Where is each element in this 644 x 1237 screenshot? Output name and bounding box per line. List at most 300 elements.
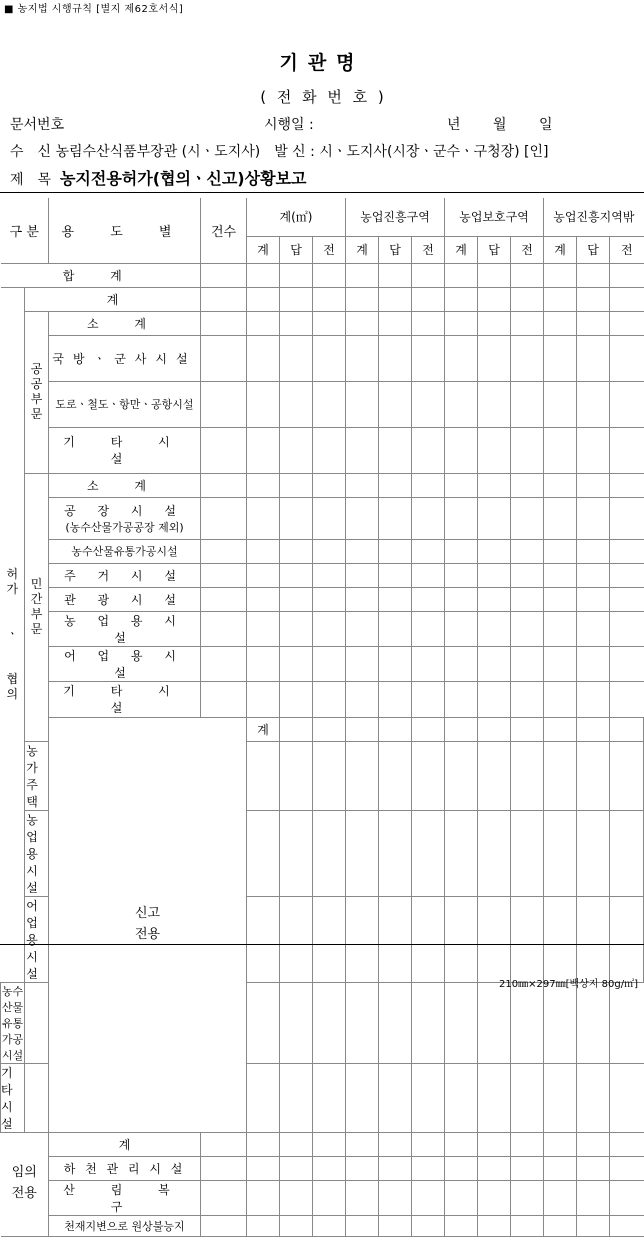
count-cell[interactable] xyxy=(201,381,247,427)
area-cell[interactable] xyxy=(478,497,511,539)
area-cell[interactable] xyxy=(610,539,644,563)
area-cell[interactable] xyxy=(577,539,610,563)
area-cell[interactable] xyxy=(544,587,577,611)
count-cell[interactable] xyxy=(201,563,247,587)
area-cell[interactable] xyxy=(346,1132,379,1156)
area-cell[interactable] xyxy=(610,896,644,982)
area-cell[interactable] xyxy=(511,1156,544,1180)
area-cell[interactable] xyxy=(544,473,577,497)
area-cell[interactable] xyxy=(346,473,379,497)
area-cell[interactable] xyxy=(478,263,511,287)
area-cell[interactable] xyxy=(379,896,412,982)
area-cell[interactable] xyxy=(247,1063,280,1132)
area-cell[interactable] xyxy=(511,473,544,497)
area-cell[interactable] xyxy=(280,563,313,587)
area-cell[interactable] xyxy=(544,311,577,335)
count-cell[interactable] xyxy=(201,611,247,646)
area-cell[interactable] xyxy=(313,311,346,335)
area-cell[interactable] xyxy=(379,741,412,810)
count-cell[interactable] xyxy=(280,717,313,741)
area-cell[interactable] xyxy=(610,287,644,311)
area-cell[interactable] xyxy=(379,539,412,563)
area-cell[interactable] xyxy=(412,263,445,287)
area-cell[interactable] xyxy=(313,587,346,611)
area-cell[interactable] xyxy=(610,427,644,473)
area-cell[interactable] xyxy=(247,381,280,427)
area-cell[interactable] xyxy=(610,587,644,611)
area-cell[interactable] xyxy=(577,473,610,497)
area-cell[interactable] xyxy=(412,1180,445,1215)
area-cell[interactable] xyxy=(511,563,544,587)
area-cell[interactable] xyxy=(346,587,379,611)
area-cell[interactable] xyxy=(379,717,412,741)
area-cell[interactable] xyxy=(379,587,412,611)
area-cell[interactable] xyxy=(313,1063,346,1132)
area-cell[interactable] xyxy=(280,896,313,982)
area-cell[interactable] xyxy=(577,311,610,335)
area-cell[interactable] xyxy=(412,810,445,896)
area-cell[interactable] xyxy=(544,717,577,741)
area-cell[interactable] xyxy=(280,263,313,287)
area-cell[interactable] xyxy=(313,1132,346,1156)
area-cell[interactable] xyxy=(478,587,511,611)
area-cell[interactable] xyxy=(379,982,412,1063)
area-cell[interactable] xyxy=(247,646,280,681)
area-cell[interactable] xyxy=(511,311,544,335)
area-cell[interactable] xyxy=(313,896,346,982)
area-cell[interactable] xyxy=(544,1180,577,1215)
area-cell[interactable] xyxy=(379,1180,412,1215)
area-cell[interactable] xyxy=(280,1063,313,1132)
area-cell[interactable] xyxy=(577,982,610,1063)
area-cell[interactable] xyxy=(346,1215,379,1236)
area-cell[interactable] xyxy=(379,810,412,896)
area-cell[interactable] xyxy=(313,982,346,1063)
count-cell[interactable] xyxy=(201,335,247,381)
area-cell[interactable] xyxy=(577,896,610,982)
area-cell[interactable] xyxy=(511,539,544,563)
area-cell[interactable] xyxy=(577,646,610,681)
area-cell[interactable] xyxy=(412,497,445,539)
area-cell[interactable] xyxy=(412,1156,445,1180)
count-cell[interactable] xyxy=(201,1156,247,1180)
area-cell[interactable] xyxy=(544,287,577,311)
area-cell[interactable] xyxy=(280,497,313,539)
area-cell[interactable] xyxy=(511,1215,544,1236)
area-cell[interactable] xyxy=(280,646,313,681)
area-cell[interactable] xyxy=(412,1132,445,1156)
area-cell[interactable] xyxy=(445,1156,478,1180)
area-cell[interactable] xyxy=(577,1180,610,1215)
area-cell[interactable] xyxy=(478,427,511,473)
area-cell[interactable] xyxy=(445,473,478,497)
area-cell[interactable] xyxy=(313,563,346,587)
area-cell[interactable] xyxy=(379,335,412,381)
area-cell[interactable] xyxy=(511,587,544,611)
area-cell[interactable] xyxy=(511,810,544,896)
area-cell[interactable] xyxy=(412,539,445,563)
area-cell[interactable] xyxy=(379,473,412,497)
area-cell[interactable] xyxy=(280,810,313,896)
count-cell[interactable] xyxy=(201,311,247,335)
area-cell[interactable] xyxy=(346,497,379,539)
area-cell[interactable] xyxy=(346,1156,379,1180)
area-cell[interactable] xyxy=(478,611,511,646)
area-cell[interactable] xyxy=(577,681,610,717)
area-cell[interactable] xyxy=(379,1215,412,1236)
count-cell[interactable] xyxy=(201,1215,247,1236)
area-cell[interactable] xyxy=(313,611,346,646)
area-cell[interactable] xyxy=(478,1215,511,1236)
area-cell[interactable] xyxy=(478,473,511,497)
area-cell[interactable] xyxy=(313,1156,346,1180)
area-cell[interactable] xyxy=(478,681,511,717)
area-cell[interactable] xyxy=(412,335,445,381)
area-cell[interactable] xyxy=(247,473,280,497)
area-cell[interactable] xyxy=(445,497,478,539)
area-cell[interactable] xyxy=(412,611,445,646)
area-cell[interactable] xyxy=(445,539,478,563)
area-cell[interactable] xyxy=(445,1180,478,1215)
area-cell[interactable] xyxy=(412,717,445,741)
area-cell[interactable] xyxy=(610,1063,644,1132)
area-cell[interactable] xyxy=(247,539,280,563)
area-cell[interactable] xyxy=(445,587,478,611)
area-cell[interactable] xyxy=(379,311,412,335)
area-cell[interactable] xyxy=(544,497,577,539)
area-cell[interactable] xyxy=(478,539,511,563)
count-cell[interactable] xyxy=(247,741,280,810)
area-cell[interactable] xyxy=(577,427,610,473)
count-cell[interactable] xyxy=(201,287,247,311)
area-cell[interactable] xyxy=(544,563,577,587)
area-cell[interactable] xyxy=(577,263,610,287)
area-cell[interactable] xyxy=(280,427,313,473)
area-cell[interactable] xyxy=(511,896,544,982)
area-cell[interactable] xyxy=(445,563,478,587)
area-cell[interactable] xyxy=(412,311,445,335)
area-cell[interactable] xyxy=(478,287,511,311)
area-cell[interactable] xyxy=(445,427,478,473)
area-cell[interactable] xyxy=(412,381,445,427)
area-cell[interactable] xyxy=(445,1063,478,1132)
area-cell[interactable] xyxy=(346,539,379,563)
area-cell[interactable] xyxy=(313,741,346,810)
area-cell[interactable] xyxy=(346,896,379,982)
area-cell[interactable] xyxy=(379,427,412,473)
area-cell[interactable] xyxy=(544,646,577,681)
area-cell[interactable] xyxy=(247,611,280,646)
area-cell[interactable] xyxy=(379,1132,412,1156)
area-cell[interactable] xyxy=(478,1156,511,1180)
area-cell[interactable] xyxy=(247,311,280,335)
area-cell[interactable] xyxy=(478,646,511,681)
area-cell[interactable] xyxy=(544,381,577,427)
area-cell[interactable] xyxy=(412,587,445,611)
area-cell[interactable] xyxy=(544,810,577,896)
area-cell[interactable] xyxy=(412,563,445,587)
count-cell[interactable] xyxy=(201,427,247,473)
area-cell[interactable] xyxy=(610,646,644,681)
count-cell[interactable] xyxy=(201,497,247,539)
area-cell[interactable] xyxy=(511,611,544,646)
area-cell[interactable] xyxy=(511,1180,544,1215)
area-cell[interactable] xyxy=(511,263,544,287)
area-cell[interactable] xyxy=(610,1180,644,1215)
area-cell[interactable] xyxy=(610,311,644,335)
area-cell[interactable] xyxy=(577,717,610,741)
area-cell[interactable] xyxy=(346,1180,379,1215)
area-cell[interactable] xyxy=(544,335,577,381)
area-cell[interactable] xyxy=(478,563,511,587)
area-cell[interactable] xyxy=(346,646,379,681)
area-cell[interactable] xyxy=(412,287,445,311)
area-cell[interactable] xyxy=(313,263,346,287)
area-cell[interactable] xyxy=(577,335,610,381)
area-cell[interactable] xyxy=(445,311,478,335)
area-cell[interactable] xyxy=(280,741,313,810)
area-cell[interactable] xyxy=(478,1180,511,1215)
area-cell[interactable] xyxy=(544,611,577,646)
area-cell[interactable] xyxy=(544,982,577,1063)
area-cell[interactable] xyxy=(511,717,544,741)
area-cell[interactable] xyxy=(445,263,478,287)
area-cell[interactable] xyxy=(346,611,379,646)
area-cell[interactable] xyxy=(412,741,445,810)
area-cell[interactable] xyxy=(511,287,544,311)
area-cell[interactable] xyxy=(610,1215,644,1236)
area-cell[interactable] xyxy=(478,1063,511,1132)
area-cell[interactable] xyxy=(445,741,478,810)
area-cell[interactable] xyxy=(346,741,379,810)
area-cell[interactable] xyxy=(280,1180,313,1215)
area-cell[interactable] xyxy=(412,1063,445,1132)
area-cell[interactable] xyxy=(379,263,412,287)
area-cell[interactable] xyxy=(247,681,280,717)
area-cell[interactable] xyxy=(247,497,280,539)
count-cell[interactable] xyxy=(201,587,247,611)
area-cell[interactable] xyxy=(610,497,644,539)
area-cell[interactable] xyxy=(379,287,412,311)
area-cell[interactable] xyxy=(511,497,544,539)
area-cell[interactable] xyxy=(511,982,544,1063)
area-cell[interactable] xyxy=(412,646,445,681)
area-cell[interactable] xyxy=(445,1215,478,1236)
area-cell[interactable] xyxy=(280,381,313,427)
area-cell[interactable] xyxy=(247,335,280,381)
area-cell[interactable] xyxy=(313,427,346,473)
area-cell[interactable] xyxy=(379,611,412,646)
area-cell[interactable] xyxy=(445,335,478,381)
area-cell[interactable] xyxy=(478,717,511,741)
area-cell[interactable] xyxy=(412,427,445,473)
area-cell[interactable] xyxy=(412,473,445,497)
count-cell[interactable] xyxy=(201,646,247,681)
area-cell[interactable] xyxy=(280,681,313,717)
area-cell[interactable] xyxy=(412,982,445,1063)
count-cell[interactable] xyxy=(25,982,49,1063)
area-cell[interactable] xyxy=(379,1156,412,1180)
area-cell[interactable] xyxy=(610,810,644,896)
area-cell[interactable] xyxy=(280,1132,313,1156)
area-cell[interactable] xyxy=(610,381,644,427)
area-cell[interactable] xyxy=(412,681,445,717)
area-cell[interactable] xyxy=(280,587,313,611)
area-cell[interactable] xyxy=(577,287,610,311)
area-cell[interactable] xyxy=(445,381,478,427)
area-cell[interactable] xyxy=(379,646,412,681)
area-cell[interactable] xyxy=(379,563,412,587)
area-cell[interactable] xyxy=(346,427,379,473)
area-cell[interactable] xyxy=(610,982,644,1063)
area-cell[interactable] xyxy=(478,311,511,335)
area-cell[interactable] xyxy=(445,1132,478,1156)
count-cell[interactable] xyxy=(247,896,280,982)
area-cell[interactable] xyxy=(478,335,511,381)
area-cell[interactable] xyxy=(478,896,511,982)
area-cell[interactable] xyxy=(346,982,379,1063)
area-cell[interactable] xyxy=(346,381,379,427)
area-cell[interactable] xyxy=(577,1063,610,1132)
count-cell[interactable] xyxy=(201,681,247,717)
area-cell[interactable] xyxy=(544,539,577,563)
area-cell[interactable] xyxy=(313,810,346,896)
area-cell[interactable] xyxy=(511,427,544,473)
area-cell[interactable] xyxy=(346,1063,379,1132)
area-cell[interactable] xyxy=(511,741,544,810)
area-cell[interactable] xyxy=(610,335,644,381)
area-cell[interactable] xyxy=(478,381,511,427)
area-cell[interactable] xyxy=(280,473,313,497)
area-cell[interactable] xyxy=(610,1156,644,1180)
area-cell[interactable] xyxy=(544,1132,577,1156)
area-cell[interactable] xyxy=(577,1132,610,1156)
area-cell[interactable] xyxy=(577,587,610,611)
area-cell[interactable] xyxy=(544,896,577,982)
area-cell[interactable] xyxy=(511,646,544,681)
area-cell[interactable] xyxy=(412,896,445,982)
area-cell[interactable] xyxy=(313,335,346,381)
area-cell[interactable] xyxy=(346,810,379,896)
count-cell[interactable] xyxy=(247,810,280,896)
area-cell[interactable] xyxy=(247,1215,280,1236)
area-cell[interactable] xyxy=(313,473,346,497)
area-cell[interactable] xyxy=(247,427,280,473)
area-cell[interactable] xyxy=(577,497,610,539)
area-cell[interactable] xyxy=(379,497,412,539)
area-cell[interactable] xyxy=(577,381,610,427)
area-cell[interactable] xyxy=(379,381,412,427)
area-cell[interactable] xyxy=(478,1132,511,1156)
area-cell[interactable] xyxy=(247,1132,280,1156)
area-cell[interactable] xyxy=(313,381,346,427)
area-cell[interactable] xyxy=(247,1180,280,1215)
area-cell[interactable] xyxy=(313,497,346,539)
area-cell[interactable] xyxy=(445,646,478,681)
area-cell[interactable] xyxy=(346,335,379,381)
area-cell[interactable] xyxy=(346,681,379,717)
area-cell[interactable] xyxy=(247,287,280,311)
area-cell[interactable] xyxy=(346,287,379,311)
area-cell[interactable] xyxy=(280,311,313,335)
area-cell[interactable] xyxy=(247,1156,280,1180)
area-cell[interactable] xyxy=(247,587,280,611)
area-cell[interactable] xyxy=(346,717,379,741)
area-cell[interactable] xyxy=(280,982,313,1063)
area-cell[interactable] xyxy=(280,335,313,381)
area-cell[interactable] xyxy=(346,311,379,335)
area-cell[interactable] xyxy=(379,681,412,717)
area-cell[interactable] xyxy=(610,263,644,287)
area-cell[interactable] xyxy=(247,982,280,1063)
area-cell[interactable] xyxy=(313,1215,346,1236)
area-cell[interactable] xyxy=(544,427,577,473)
area-cell[interactable] xyxy=(544,741,577,810)
area-cell[interactable] xyxy=(346,563,379,587)
area-cell[interactable] xyxy=(280,1215,313,1236)
area-cell[interactable] xyxy=(445,681,478,717)
area-cell[interactable] xyxy=(544,263,577,287)
area-cell[interactable] xyxy=(610,611,644,646)
area-cell[interactable] xyxy=(610,1132,644,1156)
area-cell[interactable] xyxy=(577,810,610,896)
area-cell[interactable] xyxy=(280,287,313,311)
area-cell[interactable] xyxy=(445,896,478,982)
area-cell[interactable] xyxy=(511,1063,544,1132)
area-cell[interactable] xyxy=(511,1132,544,1156)
area-cell[interactable] xyxy=(445,611,478,646)
count-cell[interactable] xyxy=(201,473,247,497)
area-cell[interactable] xyxy=(511,381,544,427)
area-cell[interactable] xyxy=(445,982,478,1063)
area-cell[interactable] xyxy=(412,1215,445,1236)
area-cell[interactable] xyxy=(544,1156,577,1180)
area-cell[interactable] xyxy=(544,1063,577,1132)
area-cell[interactable] xyxy=(280,539,313,563)
area-cell[interactable] xyxy=(313,646,346,681)
area-cell[interactable] xyxy=(247,263,280,287)
count-cell[interactable] xyxy=(201,539,247,563)
area-cell[interactable] xyxy=(445,717,478,741)
area-cell[interactable] xyxy=(577,741,610,810)
area-cell[interactable] xyxy=(577,1215,610,1236)
area-cell[interactable] xyxy=(478,810,511,896)
area-cell[interactable] xyxy=(511,335,544,381)
area-cell[interactable] xyxy=(577,1156,610,1180)
area-cell[interactable] xyxy=(247,563,280,587)
area-cell[interactable] xyxy=(280,611,313,646)
count-cell[interactable] xyxy=(201,1180,247,1215)
area-cell[interactable] xyxy=(610,563,644,587)
area-cell[interactable] xyxy=(313,681,346,717)
area-cell[interactable] xyxy=(610,473,644,497)
area-cell[interactable] xyxy=(610,717,644,741)
area-cell[interactable] xyxy=(313,539,346,563)
area-cell[interactable] xyxy=(313,1180,346,1215)
area-cell[interactable] xyxy=(313,287,346,311)
area-cell[interactable] xyxy=(610,681,644,717)
area-cell[interactable] xyxy=(280,1156,313,1180)
area-cell[interactable] xyxy=(511,681,544,717)
area-cell[interactable] xyxy=(544,681,577,717)
area-cell[interactable] xyxy=(478,982,511,1063)
count-cell[interactable] xyxy=(201,263,247,287)
area-cell[interactable] xyxy=(313,717,346,741)
area-cell[interactable] xyxy=(544,1215,577,1236)
area-cell[interactable] xyxy=(577,611,610,646)
area-cell[interactable] xyxy=(445,287,478,311)
count-cell[interactable] xyxy=(201,1132,247,1156)
